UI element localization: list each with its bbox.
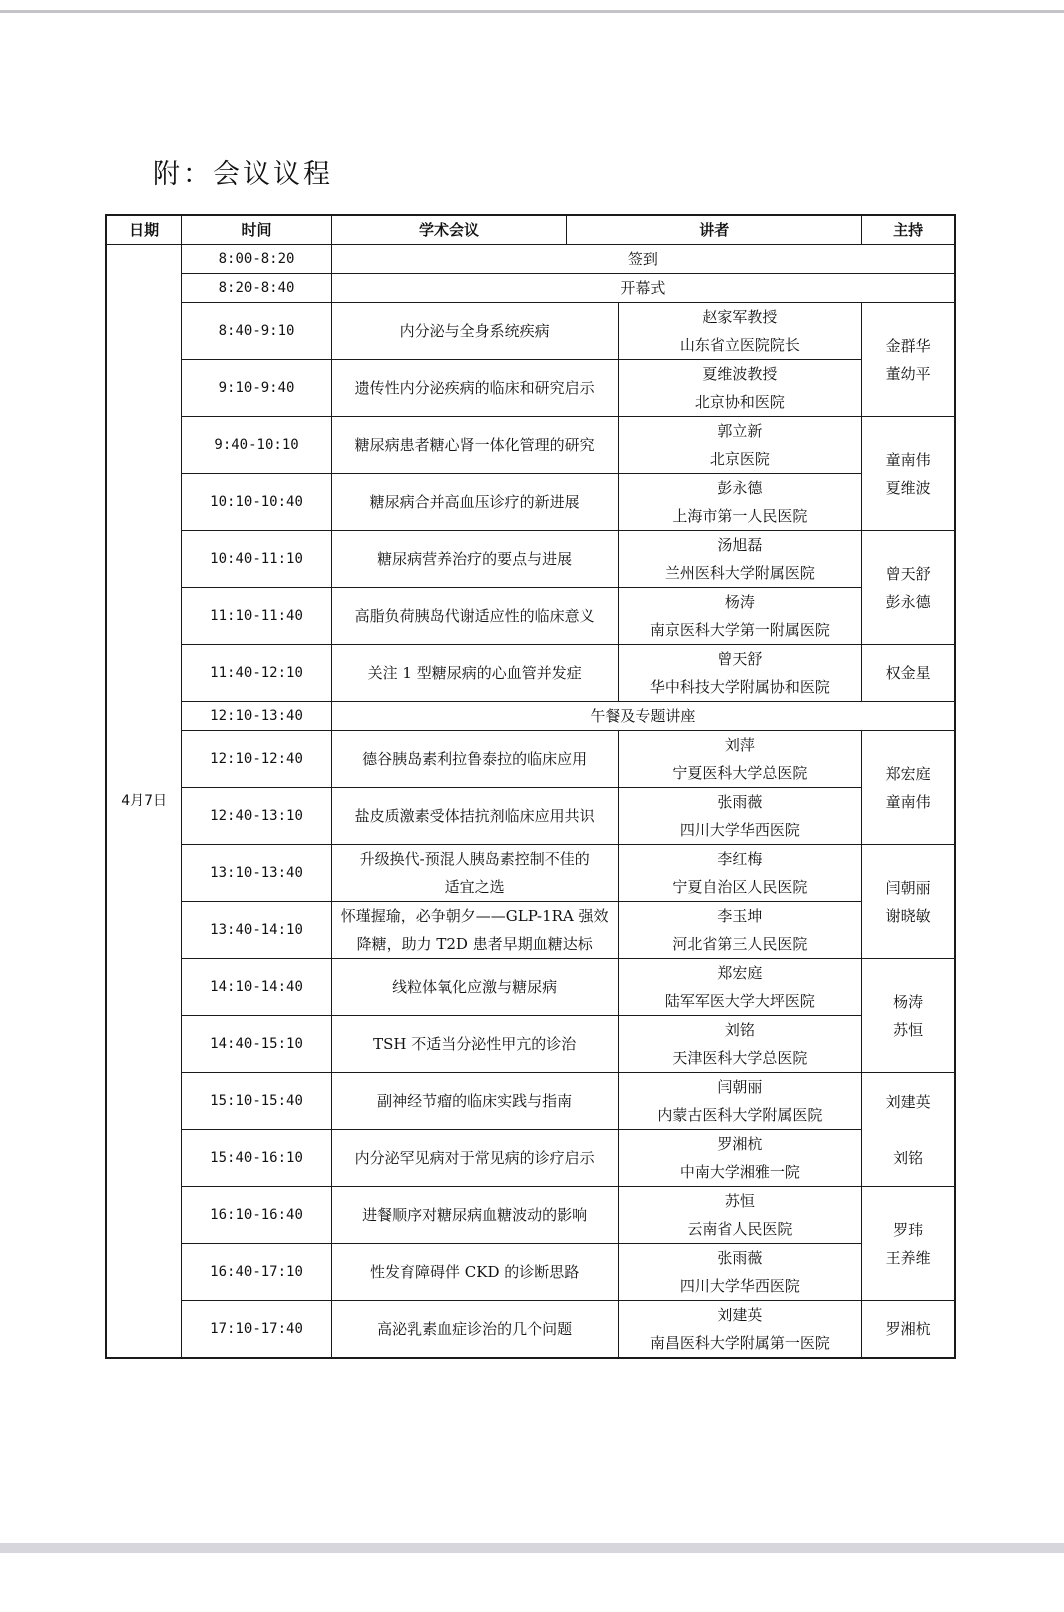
table-row: [106, 531, 955, 588]
topic-cell: [331, 588, 618, 645]
host-name: 苏恒: [893, 1020, 924, 1039]
topic-line: 关注 1 型糖尿病的心血管并发症: [367, 664, 582, 682]
topic-cell: [331, 845, 618, 902]
time-cell: 11:40-12:10: [182, 645, 332, 702]
speaker-name: 汤旭磊: [717, 536, 763, 554]
topic-line: 德谷胰岛素利拉鲁泰拉的临床应用: [362, 750, 588, 768]
speaker-cell: [618, 303, 862, 360]
time-cell: 12:40-13:10: [182, 788, 332, 845]
host-name: 郑宏庭: [885, 764, 931, 783]
host-name: [866, 1116, 950, 1144]
speaker-affiliation: 内蒙古医科大学附属医院: [657, 1106, 823, 1124]
topic-cell: [331, 531, 618, 588]
table-row: [106, 474, 955, 531]
speaker-affiliation: 华中科技大学附属协和医院: [649, 678, 830, 696]
topic-cell: [331, 1244, 618, 1301]
host-cell: [862, 731, 955, 845]
speaker-affiliation: 南京医科大学第一附属医院: [649, 621, 830, 639]
speaker-name: 李红梅: [717, 850, 763, 868]
topic-cell: [331, 645, 618, 702]
time-cell: 8:40-9:10: [182, 303, 332, 360]
host-name: 童南伟: [885, 792, 931, 811]
table-row: [106, 274, 955, 303]
header-row: [106, 215, 955, 245]
host-cell: [862, 531, 955, 645]
speaker-cell: [618, 1187, 862, 1244]
topic-cell: [331, 731, 618, 788]
topic-cell: [331, 417, 618, 474]
host-cell: [862, 303, 955, 417]
topic-line: TSH 不适当分泌性甲亢的诊治: [373, 1035, 577, 1053]
topic-cell: [331, 788, 618, 845]
host-name: 权金星: [885, 664, 931, 682]
time-cell: 16:40-17:10: [182, 1244, 332, 1301]
speaker-cell: [618, 360, 862, 417]
time-cell: 10:10-10:40: [182, 474, 332, 531]
table-row: [106, 1187, 955, 1244]
time-cell: 13:10-13:40: [182, 845, 332, 902]
speaker-cell: [618, 1016, 862, 1073]
speaker-cell: [618, 531, 862, 588]
host-cell: [862, 417, 955, 531]
host-name: 罗玮: [893, 1220, 924, 1239]
speaker-cell: [618, 1130, 862, 1187]
table-row: [106, 959, 955, 1016]
table-row: [106, 902, 955, 959]
speaker-name: 曾天舒: [717, 650, 763, 668]
speaker-name: 张雨薇: [717, 793, 763, 811]
header-date: 日期: [106, 215, 182, 245]
time-cell: 11:10-11:40: [182, 588, 332, 645]
host-name: 彭永德: [885, 592, 931, 611]
table-row: [106, 417, 955, 474]
speaker-name: 闫朝丽: [717, 1078, 763, 1096]
host-cell: [862, 1073, 955, 1187]
host-name: 金群华: [885, 336, 931, 355]
host-cell: [862, 845, 955, 959]
speaker-affiliation: 四川大学华西医院: [679, 1277, 800, 1295]
speaker-affiliation: 北京医院: [709, 450, 770, 468]
host-name: 杨涛: [893, 992, 924, 1011]
table-row: [106, 645, 955, 702]
host-name: 董幼平: [885, 364, 931, 383]
table-row: [106, 1301, 955, 1359]
speaker-name: 杨涛: [724, 593, 755, 611]
time-cell: 15:10-15:40: [182, 1073, 332, 1130]
time-cell: 12:10-12:40: [182, 731, 332, 788]
topic-line: 糖尿病合并高血压诊疗的新进展: [369, 493, 580, 511]
speaker-cell: [618, 1301, 862, 1359]
host-cell: [862, 1187, 955, 1301]
topic-cell: [331, 360, 618, 417]
topic-line: 高脂负荷胰岛代谢适应性的临床意义: [354, 607, 595, 625]
topic-line: 性发育障碍伴 CKD 的诊断思路: [370, 1263, 580, 1281]
speaker-affiliation: 兰州医科大学附属医院: [664, 564, 815, 582]
host-name: 刘建英: [885, 1092, 931, 1111]
header-time: 时间: [182, 215, 332, 245]
host-cell: [862, 645, 955, 702]
topic-cell: [331, 959, 618, 1016]
table-row: [106, 360, 955, 417]
speaker-name: 郭立新: [717, 422, 763, 440]
table-row: [106, 788, 955, 845]
speaker-affiliation: 宁夏医科大学总医院: [672, 764, 808, 782]
topic-line: 糖尿病营养治疗的要点与进展: [377, 550, 573, 568]
speaker-affiliation: 天津医科大学总医院: [672, 1049, 808, 1067]
table-row: [106, 702, 955, 731]
host-name: 曾天舒: [885, 564, 931, 583]
table-row: [106, 1244, 955, 1301]
speaker-affiliation: 上海市第一人民医院: [672, 507, 808, 525]
speaker-cell: [618, 788, 862, 845]
speaker-affiliation: 宁夏自治区人民医院: [672, 878, 808, 896]
topic-cell: [331, 1130, 618, 1187]
bottom-edge-bar: [0, 1543, 1064, 1553]
time-cell: 15:40-16:10: [182, 1130, 332, 1187]
table-row: [106, 845, 955, 902]
host-name: 王养维: [885, 1248, 931, 1267]
time-cell: 16:10-16:40: [182, 1187, 332, 1244]
topic-line: 糖尿病患者糖心肾一体化管理的研究: [354, 436, 595, 454]
speaker-affiliation: 北京协和医院: [694, 393, 785, 411]
time-cell: 9:10-9:40: [182, 360, 332, 417]
time-cell: 14:40-15:10: [182, 1016, 332, 1073]
speaker-name: 罗湘杭: [717, 1135, 763, 1153]
time-cell: 8:20-8:40: [182, 274, 332, 303]
time-cell: 8:00-8:20: [182, 245, 332, 274]
host-name: 夏维波: [885, 478, 931, 497]
host-name: 闫朝丽: [885, 878, 931, 897]
header-host: 主持: [862, 215, 955, 245]
topic-line: 线粒体氧化应激与糖尿病: [392, 978, 558, 996]
speaker-affiliation: 河北省第三人民医院: [672, 935, 808, 953]
date-cell: 4月7日: [106, 245, 182, 1359]
host-cell: [862, 959, 955, 1073]
span-event-cell: 签到: [331, 245, 955, 274]
agenda-body: [106, 245, 955, 1359]
host-cell: [862, 1301, 955, 1359]
page-title: 附：会议议程: [153, 159, 333, 190]
speaker-name: 刘建英: [717, 1306, 763, 1324]
speaker-cell: [618, 588, 862, 645]
speaker-affiliation: 云南省人民医院: [687, 1220, 793, 1238]
span-event-cell: 午餐及专题讲座: [331, 702, 955, 731]
header-speaker: 讲者: [567, 215, 862, 245]
host-name: 罗湘杭: [885, 1320, 931, 1338]
topic-line: 副神经节瘤的临床实践与指南: [377, 1092, 573, 1110]
table-row: [106, 245, 955, 274]
speaker-affiliation: 南昌医科大学附属第一医院: [649, 1334, 830, 1352]
time-cell: 10:40-11:10: [182, 531, 332, 588]
host-name: 童南伟: [885, 450, 931, 469]
speaker-cell: [618, 845, 862, 902]
speaker-affiliation: 四川大学华西医院: [679, 821, 800, 839]
speaker-cell: [618, 645, 862, 702]
topic-line: 内分泌罕见病对于常见病的诊疗启示: [354, 1149, 595, 1167]
speaker-name: 苏恒: [724, 1192, 755, 1210]
top-edge-bar: [0, 10, 1064, 13]
topic-cell: [331, 1301, 618, 1359]
host-name: 刘铭: [893, 1148, 924, 1167]
speaker-name: 赵家军教授: [702, 308, 778, 326]
time-cell: 13:40-14:10: [182, 902, 332, 959]
topic-line: 适宜之选: [444, 878, 505, 896]
topic-line: 盐皮质激素受体拮抗剂临床应用共识: [354, 807, 595, 825]
topic-cell: [331, 303, 618, 360]
table-row: [106, 588, 955, 645]
host-name: 谢晓敏: [885, 906, 931, 925]
topic-line: 怀瑾握瑜，必争朝夕——GLP-1RA 强效: [340, 907, 609, 925]
header-session: 学术会议: [331, 215, 567, 245]
table-row: [106, 1016, 955, 1073]
speaker-name: 张雨薇: [717, 1249, 763, 1267]
speaker-cell: [618, 1073, 862, 1130]
table-row: [106, 731, 955, 788]
speaker-name: 刘萍: [724, 736, 755, 754]
speaker-cell: [618, 902, 862, 959]
topic-cell: [331, 902, 618, 959]
time-cell: 14:10-14:40: [182, 959, 332, 1016]
speaker-name: 彭永德: [717, 479, 763, 497]
speaker-cell: [618, 474, 862, 531]
time-cell: 17:10-17:40: [182, 1301, 332, 1359]
speaker-cell: [618, 1244, 862, 1301]
speaker-cell: [618, 417, 862, 474]
speaker-affiliation: 山东省立医院院长: [679, 336, 800, 354]
topic-cell: [331, 1073, 618, 1130]
time-cell: 9:40-10:10: [182, 417, 332, 474]
table-row: [106, 1073, 955, 1130]
time-cell: 12:10-13:40: [182, 702, 332, 731]
topic-line: 高泌乳素血症诊治的几个问题: [377, 1320, 573, 1338]
speaker-affiliation: 陆军军医大学大坪医院: [664, 992, 815, 1010]
speaker-affiliation: 中南大学湘雅一院: [679, 1163, 800, 1181]
speaker-name: 夏维波教授: [702, 365, 778, 383]
table-row: [106, 1130, 955, 1187]
topic-line: 遗传性内分泌疾病的临床和研究启示: [354, 379, 595, 397]
topic-line: 进餐顺序对糖尿病血糖波动的影响: [362, 1206, 588, 1224]
speaker-name: 李玉坤: [717, 907, 763, 925]
topic-cell: [331, 1016, 618, 1073]
speaker-name: 刘铭: [724, 1021, 755, 1039]
topic-cell: [331, 474, 618, 531]
topic-line: 降糖，助力 T2D 患者早期血糖达标: [356, 935, 593, 953]
table-row: [106, 303, 955, 360]
speaker-cell: [618, 959, 862, 1016]
span-event-cell: 开幕式: [331, 274, 955, 303]
agenda-table: [105, 214, 956, 1359]
topic-line: 内分泌与全身系统疾病: [399, 322, 550, 340]
speaker-cell: [618, 731, 862, 788]
topic-line: 升级换代-预混人胰岛素控制不佳的: [359, 850, 590, 868]
topic-cell: [331, 1187, 618, 1244]
speaker-name: 郑宏庭: [717, 964, 763, 982]
